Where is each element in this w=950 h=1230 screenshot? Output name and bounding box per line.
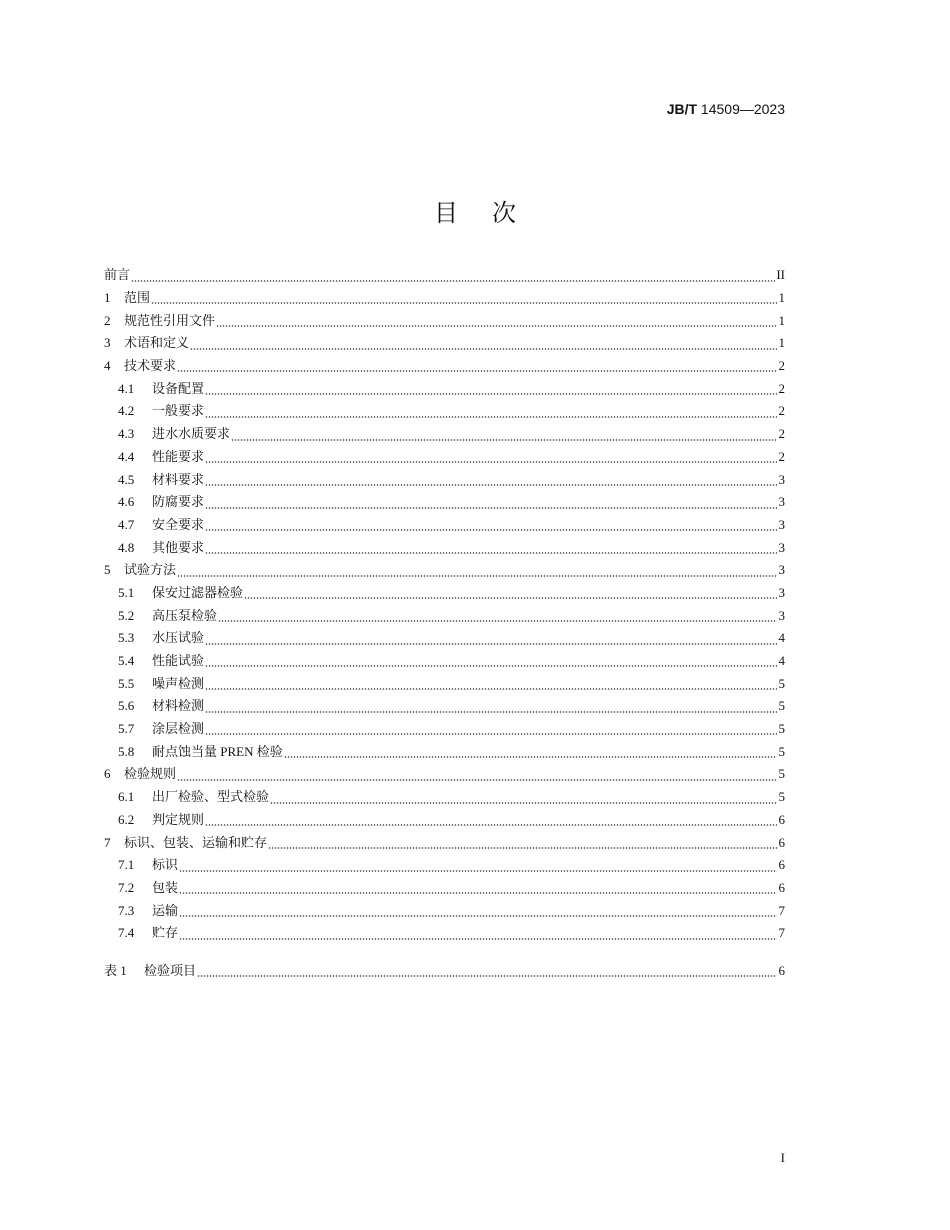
toc-entry[interactable] [104,809,785,832]
toc-entry-page: 3 [778,516,785,532]
toc-entry-label: 材料要求 [152,471,205,487]
toc-entry[interactable] [104,650,785,673]
toc-leader-dots [205,529,777,531]
toc-table-entry[interactable] [104,960,785,983]
toc-leader-dots [177,779,777,781]
toc-entry-page: 3 [778,494,785,510]
toc-entry-number: 5 [104,562,111,578]
toc-entry-label: 前言 [104,267,131,283]
toc-entry-page: 2 [778,358,785,374]
toc-entry[interactable] [104,287,785,310]
toc-leader-dots [205,665,777,667]
toc-entry-page: 1 [778,290,785,306]
toc-entry[interactable] [104,899,785,922]
toc-entry-label: 范围 [124,290,151,306]
toc-entry-number: 7.4 [118,925,135,941]
toc-entry[interactable] [104,740,785,763]
toc-entry[interactable] [104,718,785,741]
toc-entry[interactable] [104,377,785,400]
toc-entry-page: 1 [778,312,785,328]
toc-entry-page: 4 [778,653,785,669]
toc-entry-number: 3 [104,335,111,351]
toc-entry-page: 5 [778,675,785,691]
toc-entry-number: 6.1 [118,789,135,805]
toc-entry-number: 4.1 [118,380,135,396]
toc-entry[interactable] [104,400,785,423]
toc-entry-label: 规范性引用文件 [124,312,216,328]
toc-leader-dots [205,643,777,645]
toc-entry[interactable] [104,559,785,582]
toc-entry[interactable] [104,854,785,877]
toc-entry-label: 判定规则 [152,811,205,827]
toc-entry-label: 技术要求 [124,358,177,374]
toc-leader-dots [205,393,777,395]
toc-entry-page: 7 [778,902,785,918]
standard-code-prefix: JB/T [666,101,698,117]
toc-entry-number: 5.3 [118,630,135,646]
toc-entry-number: 7.3 [118,902,135,918]
page-number: I [780,1150,785,1165]
toc-entry-page: 6 [778,834,785,850]
toc-entry[interactable] [104,264,785,287]
toc-entry-number: 5.8 [118,743,135,759]
toc-entry-number: 2 [104,312,111,328]
toc-entry-label: 术语和定义 [124,335,190,351]
toc-entry[interactable] [104,604,785,627]
toc-leader-dots [179,892,777,894]
toc-leader-dots [216,325,777,327]
toc-entry-label: 出厂检验、型式检验 [152,789,270,805]
toc-entry-page: 6 [778,811,785,827]
toc-entry-page: 1 [778,335,785,351]
toc-entry-number: 5.1 [118,584,135,600]
toc-entry-label: 高压泵检验 [152,607,218,623]
toc-leader-dots [205,824,777,826]
toc-entry[interactable] [104,695,785,718]
toc-leader-dots [205,688,777,690]
toc-leader-dots [190,348,777,350]
toc-leader-dots [205,711,777,713]
toc-leader-dots [197,975,777,977]
toc-leader-dots [244,597,777,599]
toc-section-gap [104,945,785,960]
toc-entry[interactable] [104,491,785,514]
toc-entry-label: 标识 [152,857,179,873]
toc-leader-dots [231,439,777,441]
toc-entry-page: 6 [778,857,785,873]
toc-entry-number: 6.2 [118,811,135,827]
toc-entry-label: 性能要求 [152,448,205,464]
toc-entry[interactable] [104,332,785,355]
toc-entry-page: 3 [778,471,785,487]
toc-entry-number: 7 [104,834,111,850]
toc-leader-dots [205,733,777,735]
toc-leader-dots [205,416,777,418]
toc-entry-page: 2 [778,448,785,464]
toc-entry-number: 4 [104,358,111,374]
toc-entry[interactable] [104,468,785,491]
toc-entry[interactable] [104,446,785,469]
toc-entry-label: 水压试验 [152,630,205,646]
toc-leader-dots [177,370,777,372]
toc-leader-dots [151,302,777,304]
toc-entry-page: II [776,267,785,283]
toc-entry-number: 1 [104,290,111,306]
standard-code-number: 14509—2023 [697,101,785,117]
toc-leader-dots [284,756,777,758]
toc-entry-label: 设备配置 [152,380,205,396]
toc-entry-number: 5.4 [118,653,135,669]
toc-entry[interactable] [104,831,785,854]
toc-entry-label: 运输 [152,902,179,918]
toc-leader-dots [205,552,777,554]
toc-entry-page: 6 [778,879,785,895]
toc-entry-label: 耐点蚀当量 PREN 检验 [152,743,283,759]
toc-entry-page: 2 [778,380,785,396]
toc-entry-label: 其他要求 [152,539,205,555]
toc-entry-number: 4.6 [118,494,135,510]
toc-entry-page: 3 [778,607,785,623]
toc-entry-number: 4.5 [118,471,135,487]
toc-leader-dots [268,847,777,849]
toc-entry-page: 3 [778,562,785,578]
toc-entry-label: 涂层检测 [152,721,205,737]
toc-leader-dots [179,915,777,917]
toc-entry-label: 包装 [152,879,179,895]
page-title: 目次 [434,199,550,227]
toc-entry-page: 2 [778,426,785,442]
toc-leader-dots [131,280,775,282]
toc-table-label: 检验项目 [144,962,197,978]
toc-entry-number: 4.4 [118,448,135,464]
toc-entry-number: 4.3 [118,426,135,442]
toc-entry-number: 5.2 [118,607,135,623]
toc-entry[interactable] [104,423,785,446]
toc-entry-number: 4.7 [118,516,135,532]
toc-entry-label: 贮存 [152,925,179,941]
toc-entry[interactable] [104,877,785,900]
toc-leader-dots [179,870,777,872]
toc-entry[interactable] [104,355,785,378]
toc-entry-label: 噪声检测 [152,675,205,691]
toc-leader-dots [177,575,777,577]
toc-table-page: 6 [778,962,785,978]
toc-entry[interactable] [104,922,785,945]
standard-code [667,101,785,117]
toc-entry[interactable] [104,627,785,650]
toc-leader-dots [205,461,777,463]
toc-entry-label: 性能试验 [152,653,205,669]
toc-leader-dots [218,620,777,622]
toc-entry[interactable] [104,309,785,332]
toc-entry-page: 5 [778,743,785,759]
toc-leader-dots [205,507,777,509]
toc-entry-page: 4 [778,630,785,646]
toc-entry-label: 材料检测 [152,698,205,714]
toc-entry-number: 6 [104,766,111,782]
toc-entry-page: 7 [778,925,785,941]
toc-entry[interactable] [104,514,785,537]
toc-entry-number: 4.8 [118,539,135,555]
toc-entry-page: 5 [778,789,785,805]
toc-entry[interactable] [104,582,785,605]
toc-table-number: 表 1 [104,962,127,978]
toc-entry-number: 4.2 [118,403,135,419]
toc-entry-label: 试验方法 [124,562,177,578]
table-of-contents [104,264,785,982]
toc-entry[interactable] [104,672,785,695]
toc-entry-page: 3 [778,539,785,555]
toc-entry-number: 5.7 [118,721,135,737]
toc-entry-label: 一般要求 [152,403,205,419]
toc-leader-dots [179,938,777,940]
toc-entry-label: 防腐要求 [152,494,205,510]
toc-entry[interactable] [104,536,785,559]
toc-entry-label: 保安过滤器检验 [152,584,244,600]
toc-leader-dots [205,484,777,486]
toc-entry-page: 5 [778,698,785,714]
toc-leader-dots [270,802,777,804]
toc-entry-label: 进水水质要求 [152,426,231,442]
toc-entry-page: 5 [778,721,785,737]
toc-entry-label: 标识、包装、运输和贮存 [124,834,268,850]
toc-entry-number: 5.5 [118,675,135,691]
toc-entry[interactable] [104,763,785,786]
toc-entry-page: 5 [778,766,785,782]
toc-entry-number: 5.6 [118,698,135,714]
toc-entry-number: 7.1 [118,857,135,873]
toc-entry-page: 3 [778,584,785,600]
toc-entry-number: 7.2 [118,879,135,895]
toc-entry[interactable] [104,786,785,809]
toc-entry-page: 2 [778,403,785,419]
toc-entry-label: 安全要求 [152,516,205,532]
toc-entry-label: 检验规则 [124,766,177,782]
